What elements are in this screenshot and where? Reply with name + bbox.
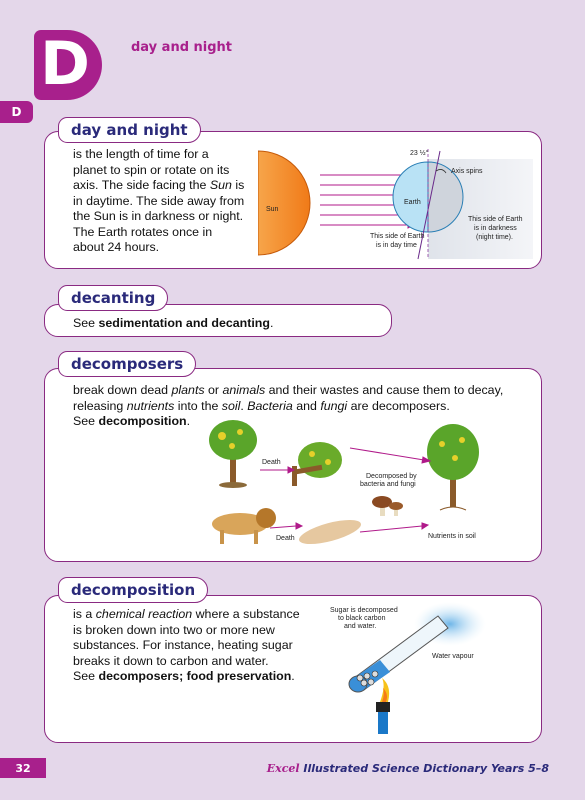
night-side-label-1: This side of Earth	[468, 216, 523, 223]
sugar-label-1: Sugar is decomposed	[330, 607, 398, 614]
entry-title-text: decomposition	[71, 581, 196, 599]
text-line: is a chemical reaction where a substance	[73, 607, 300, 621]
earth-label: Earth	[404, 199, 421, 206]
chapter-letter-badge	[34, 30, 102, 100]
text-line: axis. The side facing the Sun is	[73, 178, 245, 192]
day-night-figure	[258, 141, 533, 263]
sugar-label-2: to black carbon	[338, 615, 386, 622]
decomposition-figure	[320, 598, 520, 738]
link-plants[interactable]: plants	[171, 383, 205, 397]
new-tree-icon	[427, 424, 479, 510]
death-label-1: Death	[262, 459, 281, 466]
night-side-label-3: (night time).	[476, 234, 513, 241]
text-line: break down dead plants or animals and their wastes and cause them to decay,	[73, 383, 504, 397]
footer-book-title: Excel Illustrated Science Dictionary Years 5–8	[266, 762, 549, 775]
sun-shape	[258, 151, 310, 255]
entry-title-day-and-night	[58, 117, 201, 143]
link-sedimentation-and-decanting[interactable]: sedimentation and decanting	[98, 316, 270, 330]
page-number: 32	[0, 758, 46, 778]
dying-tree-icon	[292, 442, 342, 486]
decomposed-label-1: Decomposed by	[366, 473, 417, 480]
text-line: is broken down into two or more new	[73, 622, 275, 637]
sugar-label-3: and water.	[344, 623, 377, 630]
axis-spins-label: Axis spins	[451, 168, 483, 175]
link-fungi[interactable]: fungi	[320, 398, 348, 413]
link-chemical-reaction[interactable]: chemical reaction	[95, 607, 193, 621]
entry-title-decanting	[58, 285, 168, 311]
link-animals[interactable]: animals	[222, 383, 266, 397]
link-bacteria[interactable]: Bacteria	[247, 398, 293, 413]
text-line: See decomposition.	[73, 414, 191, 428]
link-decomposition[interactable]: decomposition	[98, 414, 187, 428]
chapter-letter: D	[40, 29, 90, 99]
decomposed-label-2: bacteria and fungi	[360, 481, 416, 488]
text-line: breaks it down to carbon and water.	[73, 653, 269, 668]
decomposers-figure	[200, 414, 490, 554]
day-side-label-1: This side of Earth	[370, 233, 425, 240]
bunsen-burner-icon	[376, 678, 390, 734]
text-line: in daytime. The side away from	[73, 193, 245, 208]
entry-text-decanting: See sedimentation and decanting.	[73, 316, 274, 330]
mushroom-icon	[372, 496, 403, 516]
text-line: The Earth rotates once in	[73, 224, 213, 239]
text-line: is the length of time for a	[73, 147, 209, 161]
nutrients-label: Nutrients in soil	[428, 533, 476, 540]
brand-logo: Excel	[266, 762, 300, 775]
earth-day-side	[393, 162, 428, 232]
link-decomposers-food-preservation[interactable]: decomposers; food preservation	[98, 669, 292, 683]
link-sun[interactable]: Sun	[209, 178, 232, 192]
process-arrows	[260, 448, 430, 532]
entry-title-text: decanting	[71, 289, 156, 307]
side-letter-tab[interactable]	[0, 101, 33, 123]
text-line: releasing nutrients into the soil. Bacteria and fungi are decomposers.	[73, 398, 450, 413]
link-soil[interactable]: soil	[221, 398, 241, 413]
entry-title-decomposers	[58, 351, 196, 377]
living-tree-icon	[209, 420, 257, 488]
sun-label: Sun	[266, 206, 279, 213]
entry-text-day-and-night	[73, 147, 263, 256]
text-line: See decomposers; food preservation.	[73, 669, 295, 683]
text-line: planet to spin or rotate on its	[73, 162, 230, 177]
vapour-label: Water vapour	[432, 653, 474, 660]
dead-lion-icon	[297, 515, 363, 549]
entry-title-decomposition	[58, 577, 208, 603]
entry-title-text: decomposers	[71, 355, 184, 373]
entry-title-text: day and night	[71, 121, 188, 139]
text-line: substances. For instance, heating sugar	[73, 638, 293, 652]
night-side-label-2: is in darkness	[474, 225, 517, 232]
side-tab-letter: D	[11, 105, 22, 119]
text-line: the Sun is in darkness or night.	[73, 209, 244, 223]
entry-text-decomposition	[73, 607, 323, 685]
lion-icon	[212, 508, 276, 544]
day-side-label-2: is in day time	[376, 242, 417, 249]
angle-label: 23 ½°	[410, 150, 429, 157]
death-label-2: Death	[276, 535, 295, 542]
page-header-title: day and night	[131, 40, 233, 55]
text-line: about 24 hours.	[73, 240, 160, 254]
link-nutrients[interactable]: nutrients	[126, 398, 175, 413]
